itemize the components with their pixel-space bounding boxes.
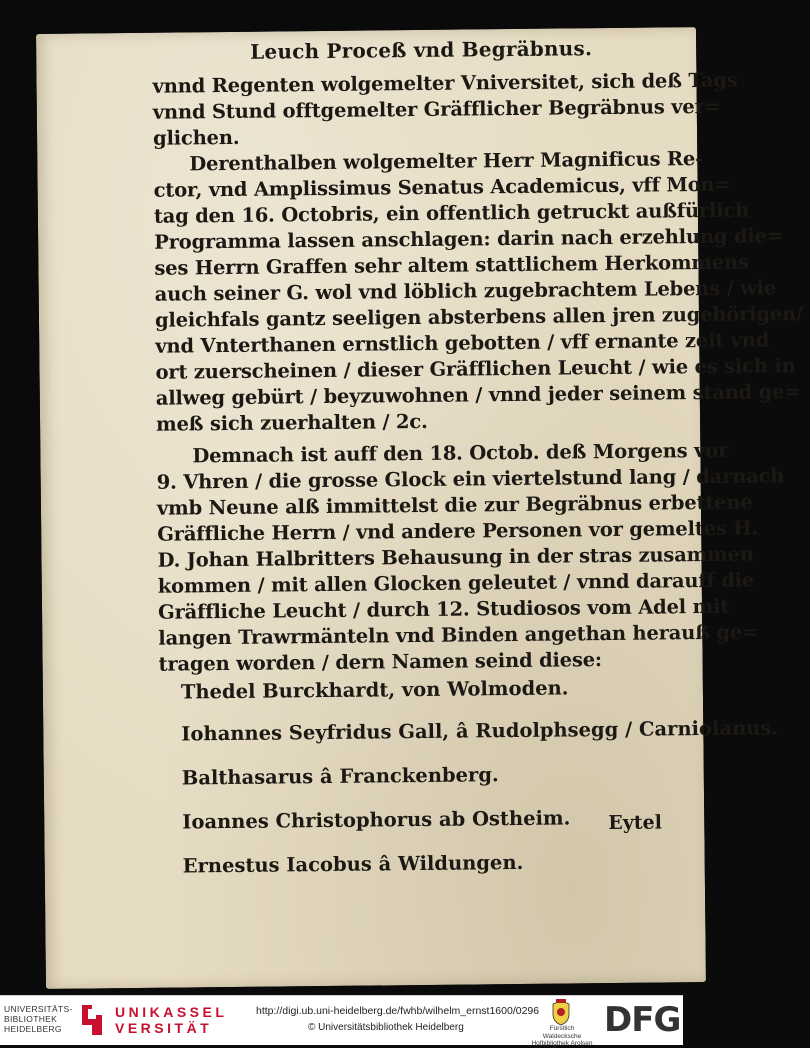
paper-page bbox=[36, 27, 804, 989]
text-line: auch seiner G. wol vnd löblich zugebrachtem Lebens / wie bbox=[154, 276, 777, 306]
text-line: vmb Neune alß immittelst die zur Begräbnus erbettene bbox=[156, 490, 753, 520]
bearer-name: Ernestus Iacobus â Wildungen. bbox=[182, 850, 524, 878]
text-line: kommen / mit allen Glocken geleutet / vnnd darauff die bbox=[157, 568, 755, 598]
kassel-logo-line: UNIKASSEL bbox=[115, 1004, 228, 1020]
text-line: ort zuerscheinen / dieser Gräfflichen Leucht / wie es sich in bbox=[155, 354, 796, 384]
text-line: D. Johan Halbritters Behausung in der stras zusammen bbox=[157, 542, 754, 572]
bearer-name: Balthasarus â Franckenberg. bbox=[181, 763, 499, 790]
heidelberg-library-logo[interactable] bbox=[4, 1004, 73, 1034]
kassel-emblem-icon bbox=[78, 1001, 106, 1039]
text-line: vnnd Regenten wolgemelter Vniversitet, sich deß Tags bbox=[152, 68, 738, 98]
heidelberg-logo-line: UNIVERSITÄTS- bbox=[4, 1004, 73, 1014]
text-line: Gräffliche Herrn / vnd andere Personen vor gemeltes H. bbox=[157, 516, 759, 546]
heidelberg-logo-line: BIBLIOTHEK bbox=[4, 1014, 58, 1024]
page-text-block bbox=[36, 27, 804, 878]
text-line: Programma lassen anschlagen: darin nach erzehlung die= bbox=[154, 224, 784, 254]
text-line: vnnd Stund offtgemelter Gräfflicher Begräbnus ver= bbox=[152, 94, 721, 124]
text-line: Demnach ist auff den 18. Octob. deß Morgens vor bbox=[192, 438, 729, 468]
text-line: ses Herrn Graffen sehr altem stattlichem Herkommens bbox=[154, 250, 749, 280]
heidelberg-logo-line: HEIDELBERG bbox=[4, 1024, 62, 1034]
arolsen-logo-line: Fürstlich Waldecksche bbox=[542, 1025, 582, 1040]
bearer-name: Thedel Burckhardt, von Wolmoden. bbox=[180, 676, 569, 704]
text-line: allweg gebürt / beyzuwohnen / vnnd jeder seinem stand ge= bbox=[155, 380, 801, 410]
text-line: meß sich zuerhalten / 2c. bbox=[155, 409, 428, 436]
text-line: tragen worden / dern Namen seind diese: bbox=[158, 648, 602, 676]
text-line: tag den 16. Octobris, ein offentlich getruckt außfürlich bbox=[153, 198, 750, 228]
text-line: langen Trawrmänteln vnd Binden angethan herauß ge= bbox=[158, 620, 759, 650]
running-head: Leuch Proceß vnd Begräbnus. bbox=[250, 36, 593, 64]
text-line: vnd Vnterthanen ernstlich gebotten / vff ernante zeit vnd bbox=[155, 328, 770, 358]
footer-bar bbox=[0, 995, 683, 1045]
kassel-logo-line: VERSITÄT bbox=[115, 1020, 213, 1036]
kassel-university-logo[interactable] bbox=[115, 1004, 227, 1036]
text-line: 9. Vhren / die grosse Glock ein viertelstund lang / darnach bbox=[156, 464, 785, 494]
permalink-url[interactable]: http://digi.ub.uni-heidelberg.de/fwhb/wilhelm_ernst1600/0296 bbox=[256, 1005, 540, 1017]
arolsen-logo-line: Hofbibliothek Arolsen bbox=[531, 1040, 593, 1047]
bearer-name: Iohannes Seyfridus Gall, â Rudolphsegg / Carniolanus. bbox=[181, 716, 779, 746]
arolsen-crest-icon bbox=[550, 998, 572, 1026]
arolsen-library-logo[interactable] bbox=[530, 1025, 594, 1048]
copyright-notice: © Universitätsbibliothek Heidelberg bbox=[308, 1022, 464, 1033]
text-line: ctor, vnd Amplissimus Senatus Academicus, vff Mon= bbox=[153, 172, 731, 202]
catchword: Eytel bbox=[608, 811, 663, 835]
text-line: Derenthalben wolgemelter Herr Magnificus Re- bbox=[189, 147, 704, 176]
text-line: gleichfals gantz seeligen absterbens allen jren zugehörigen/ bbox=[154, 301, 804, 332]
text-line: Gräffliche Leucht / durch 12. Studiosos vom Adel mit bbox=[157, 594, 730, 624]
text-line: glichen. bbox=[152, 125, 240, 150]
dfg-logo[interactable]: DFG bbox=[604, 1000, 681, 1040]
bearer-name: Ioannes Christophorus ab Ostheim. bbox=[182, 806, 571, 834]
